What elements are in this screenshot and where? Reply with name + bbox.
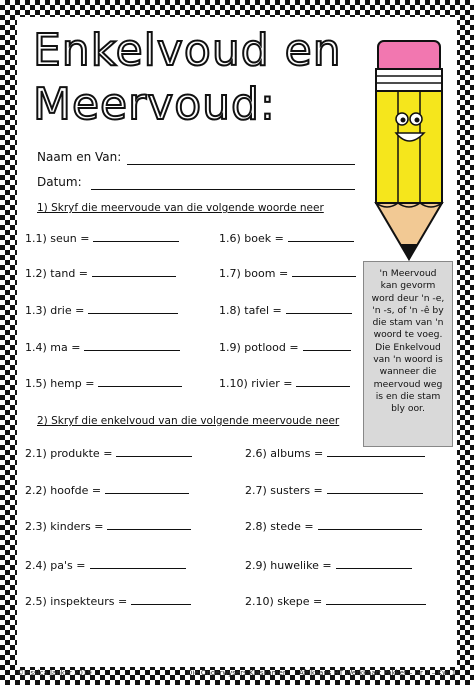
pencil-body <box>376 91 442 203</box>
item-2-3: 2.3) kinders = <box>25 520 191 533</box>
section-1-heading: 1) Skryf die meervoude van die volgende woorde neer <box>37 202 324 214</box>
answer-field[interactable] <box>296 386 350 387</box>
item-2-5: 2.5) inspekteurs = <box>25 595 191 608</box>
date-label: Datum: <box>37 175 82 189</box>
answer-field[interactable] <box>84 350 180 351</box>
pencil-icon <box>372 39 446 271</box>
answer-field[interactable] <box>327 456 425 457</box>
item-2-4: 2.4) pa's = <box>25 559 186 572</box>
answer-field[interactable] <box>107 529 191 530</box>
pencil-ferrule <box>376 69 442 91</box>
answer-field[interactable] <box>303 350 351 351</box>
item-1-10: 1.10) rivier = <box>219 377 350 390</box>
answer-field[interactable] <box>93 241 179 242</box>
answer-field[interactable] <box>116 456 192 457</box>
item-1-9: 1.9) potlood = <box>219 341 351 354</box>
pencil-lead <box>400 244 418 261</box>
answer-field[interactable] <box>288 241 354 242</box>
answer-field[interactable] <box>326 604 426 605</box>
footer-center: Die Onderwysers Klaskamer <box>187 669 286 677</box>
title-line-1: Enkelvoud en <box>33 25 342 76</box>
footer-right: Afrikaans HT Werkkaart Pakket – Gr 7 – Kw. 1 <box>299 669 457 677</box>
worksheet <box>17 17 457 677</box>
answer-field[interactable] <box>327 493 423 494</box>
answer-field[interactable] <box>90 568 186 569</box>
item-2-9: 2.9) huwelike = <box>245 559 412 572</box>
item-1-6: 1.6) boek = <box>219 232 354 245</box>
answer-field[interactable] <box>92 276 176 277</box>
answer-field[interactable] <box>292 276 356 277</box>
item-1-3: 1.3) drie = <box>25 304 178 317</box>
answer-field[interactable] <box>105 493 189 494</box>
answer-field[interactable] <box>336 568 412 569</box>
item-1-8: 1.8) tafel = <box>219 304 352 317</box>
item-1-5: 1.5) hemp = <box>25 377 182 390</box>
footer-copyright: ©Jessica Janker 2019 <box>17 669 92 677</box>
title-line-2: Meervoud: <box>33 79 276 130</box>
answer-field[interactable] <box>88 313 178 314</box>
date-field[interactable] <box>91 189 355 190</box>
item-1-1: 1.1) seun = <box>25 232 179 245</box>
item-2-2: 2.2) hoofde = <box>25 484 189 497</box>
info-note: 'n Meervoud kan gevorm word deur 'n -e, 'n -s, of 'n -ê by die stam van 'n woord te voeg. Die Enkelvoud van 'n woord is wanneer die meervoud weg is en die stam bly oor. <box>363 261 453 447</box>
answer-field[interactable] <box>131 604 191 605</box>
item-2-6: 2.6) albums = <box>245 447 425 460</box>
item-1-4: 1.4) ma = <box>25 341 180 354</box>
answer-field[interactable] <box>98 386 182 387</box>
name-field[interactable] <box>127 164 355 165</box>
item-2-8: 2.8) stede = <box>245 520 422 533</box>
item-1-2: 1.2) tand = <box>25 267 176 280</box>
item-2-1: 2.1) produkte = <box>25 447 192 460</box>
answer-field[interactable] <box>318 529 422 530</box>
name-label: Naam en Van: <box>37 150 122 164</box>
item-2-7: 2.7) susters = <box>245 484 423 497</box>
answer-field[interactable] <box>286 313 352 314</box>
section-2-heading: 2) Skryf die enkelvoud van die volgende meervoude neer <box>37 415 340 427</box>
item-1-7: 1.7) boom = <box>219 267 356 280</box>
item-2-10: 2.10) skepe = <box>245 595 426 608</box>
